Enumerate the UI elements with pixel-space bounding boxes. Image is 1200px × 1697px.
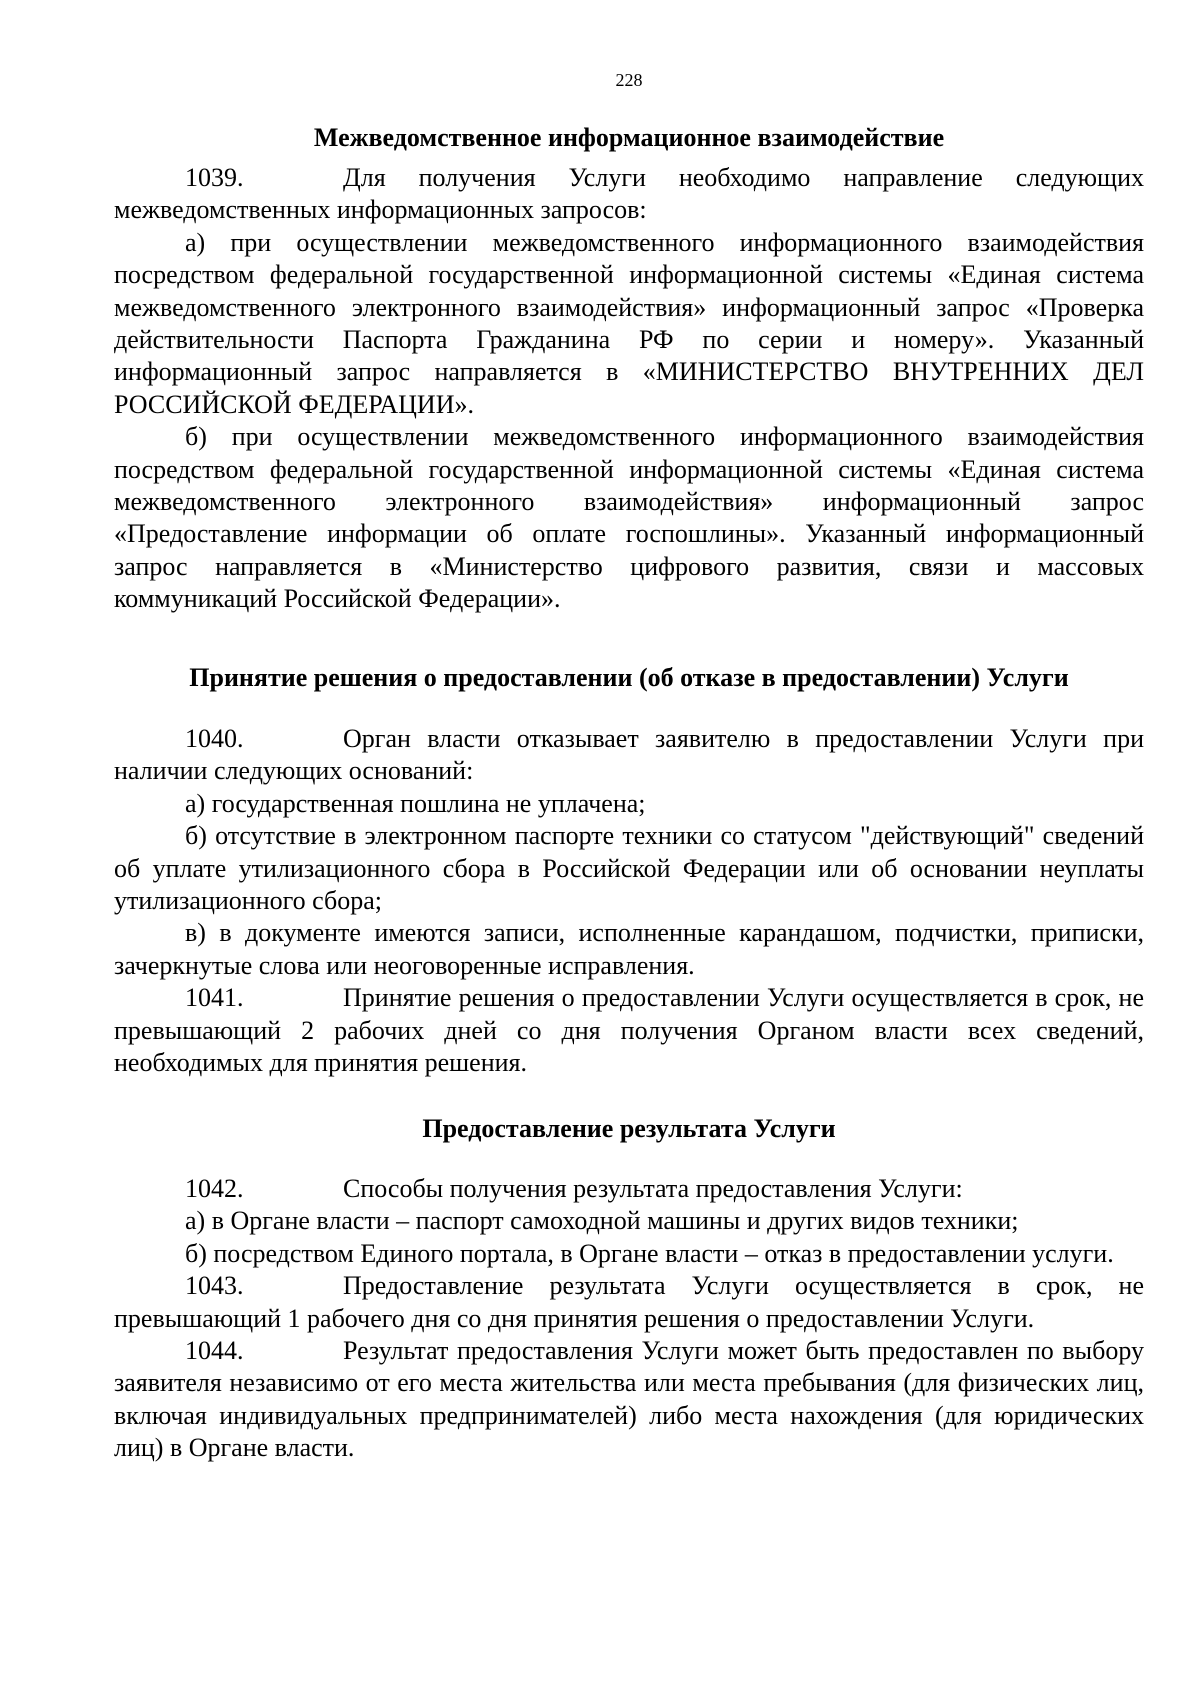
section-heading-result: Предоставление результата Услуги (422, 1114, 836, 1143)
paragraph-text: в) в документе имеются записи, исполненные карандашом, подчистки, приписки, зачеркнутые слова или неоговоренные исправления. (114, 918, 1144, 980)
paragraph-text: Для получения Услуги необходимо направление следующих межведомственных информационных запросов: (114, 163, 1144, 225)
paragraph-text: Орган власти отказывает заявителю в предоставлении Услуги при наличии следующих оснований: (114, 724, 1144, 786)
paragraph-text: Принятие решения о предоставлении Услуги осуществляется в срок, не превышающий 2 рабочих дней со дня получения Органом власти всех сведений, необходимых для принятия решения. (114, 983, 1144, 1078)
paragraph-text: а) государственная пошлина не уплачена; (185, 788, 646, 818)
paragraph-number: 1041. (185, 983, 244, 1013)
paragraph-1044 (114, 1335, 1144, 1465)
paragraph-1043 (114, 1270, 1144, 1335)
paragraph-number: 1043. (185, 1271, 244, 1301)
paragraph-number: 1039. (185, 163, 244, 192)
paragraph-text: б) при осуществлении межведомственного информационного взаимодействия посредством федеральной государственной информационной системы «Единая система межведомственного электронного взаимодействия» информационный запрос «Предоставление информации об оплате госпошлины». Указанный информационный запрос направляется в «Министерство цифрового развития, связи и массовых коммуникаций Российской Федерации». (114, 422, 1144, 614)
paragraph-1041 (114, 982, 1144, 1079)
paragraph-1042-b (114, 1238, 1144, 1270)
paragraph-number: 1042. (185, 1174, 244, 1203)
paragraph-text: Результат предоставления Услуги может быть предоставлен по выбору заявителя независимо от его места жительства или места пребывания (для физических лиц, включая индивидуальных предпринимателей) либо места нахождения (для юридических лиц) в Органе власти. (114, 1336, 1144, 1463)
paragraph-text: а) при осуществлении межведомственного информационного взаимодействия посредством федеральной государственной информационной системы «Единая система межведомственного электронного взаимодействия» информационный запрос «Проверка действительности Паспорта Гражданина РФ по серии и номеру». Указанный информационный запрос направляется в «МИНИСТЕРСТВО ВНУТРЕННИХ ДЕЛ РОССИЙСКОЙ ФЕДЕРАЦИИ». (114, 227, 1144, 419)
paragraph-1039-a (114, 227, 1144, 421)
paragraph-1039-b (114, 421, 1144, 615)
section-body-result (114, 1173, 1144, 1465)
paragraph-1042 (114, 1173, 1144, 1205)
paragraph-1040 (114, 723, 1144, 788)
section-heading-interagency-interaction: Межведомственное информационное взаимодействие (313, 123, 945, 152)
paragraph-1040-c (114, 917, 1144, 982)
paragraph-text: Предоставление результата Услуги осуществляется в срок, не превышающий 1 рабочего дня со дня принятия решения о предоставлении Услуги. (114, 1271, 1144, 1333)
paragraph-text: а) в Органе власти – паспорт самоходной машины и других видов техники; (185, 1206, 1019, 1236)
section-heading-decision: Принятие решения о предоставлении (об отказе в предоставлении) Услуги (189, 663, 1069, 692)
paragraph-number: 1044. (185, 1336, 244, 1366)
paragraph-text: б) отсутствие в электронном паспорте техники со статусом "действующий" сведений об уплате утилизационного сбора в Российской Федерации или об основании неуплаты утилизационного сбора; (114, 821, 1144, 916)
section-body-interagency-interaction (114, 162, 1144, 616)
paragraph-1040-a (114, 788, 1144, 820)
paragraph-1042-a (114, 1205, 1144, 1237)
page-number: 228 (615, 70, 643, 90)
paragraph-number: 1040. (185, 724, 244, 753)
paragraph-1040-b (114, 820, 1144, 917)
section-body-decision (114, 723, 1144, 1079)
paragraph-text: б) посредством Единого портала, в Органе власти – отказ в предоставлении услуги. (185, 1238, 1114, 1268)
paragraph-text: Способы получения результата предоставления Услуги: (343, 1174, 963, 1203)
paragraph-1039 (114, 162, 1144, 227)
